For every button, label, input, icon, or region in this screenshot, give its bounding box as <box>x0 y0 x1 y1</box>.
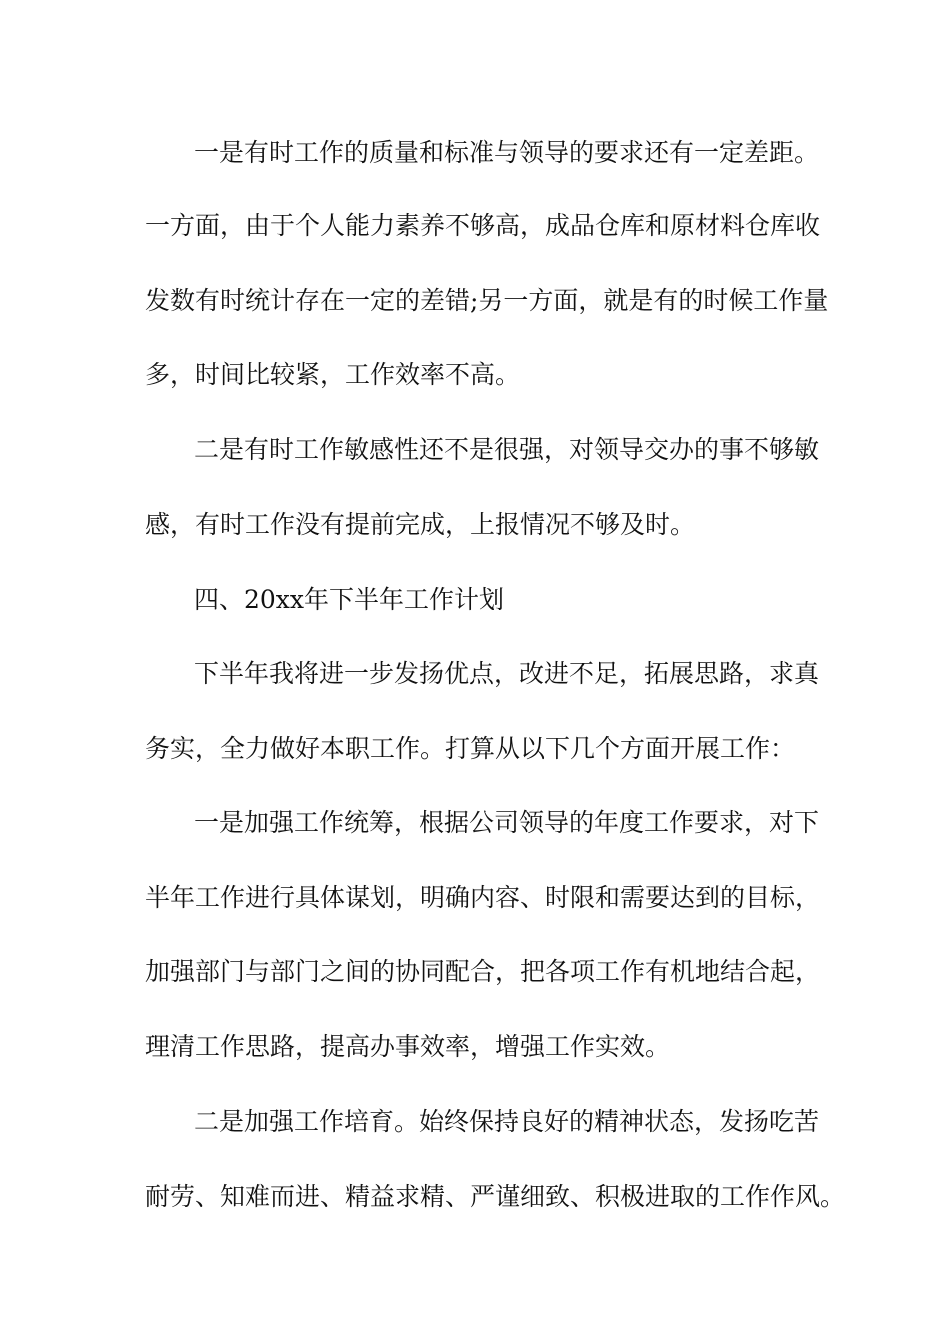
section-heading: 四、20xx年下半年工作计划 <box>194 585 505 614</box>
paragraph-line: 半年工作进行具体谋划，明确内容、时限和需要达到的目标， <box>145 883 821 912</box>
paragraph-line: 二是有时工作敏感性还不是很强，对领导交办的事不够敏 <box>194 435 820 464</box>
paragraph-line: 务实，全力做好本职工作。打算从以下几个方面开展工作： <box>145 734 796 763</box>
paragraph-line: 多，时间比较紧，工作效率不高。 <box>145 360 521 389</box>
paragraph-line: 一是加强工作统筹，根据公司领导的年度工作要求，对下 <box>194 808 820 837</box>
paragraph-line: 感，有时工作没有提前完成，上报情况不够及时。 <box>145 510 696 539</box>
paragraph-line: 一是有时工作的质量和标准与领导的要求还有一定差距。 <box>194 138 820 167</box>
paragraph-line: 二是加强工作培育。始终保持良好的精神状态，发扬吃苦 <box>194 1107 820 1136</box>
paragraph-line: 下半年我将进一步发扬优点，改进不足，拓展思路，求真 <box>194 659 820 688</box>
paragraph-line: 发数有时统计存在一定的差错;另一方面，就是有的时候工作量 <box>145 286 829 315</box>
paragraph-line: 理清工作思路，提高办事效率，增强工作实效。 <box>145 1032 671 1061</box>
paragraph-line: 耐劳、知难而进、精益求精、严谨细致、积极进取的工作作风。 <box>145 1182 846 1211</box>
paragraph-line: 一方面，由于个人能力素养不够高，成品仓库和原材料仓库收 <box>145 211 821 240</box>
paragraph-line: 加强部门与部门之间的协同配合，把各项工作有机地结合起， <box>145 957 821 986</box>
